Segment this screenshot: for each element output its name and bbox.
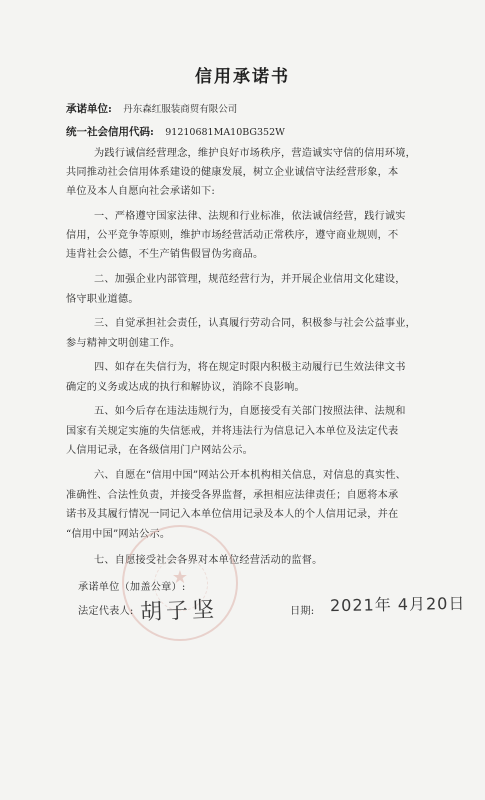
committing-unit-field [66, 101, 237, 116]
paragraph-line: 国家有关规定实施的失信惩戒，并将违法行为信息记入本单位及法定代表 [66, 426, 399, 437]
credit-code-field [66, 124, 285, 139]
date-label: 日期: [290, 606, 315, 617]
paragraph-line: 四、如存在失信行为，将在规定时限内积极主动履行已生效法律文书 [94, 362, 406, 373]
paragraph-line: 单位及本人自愿向社会承诺如下: [66, 186, 216, 197]
committing-unit-label: 承诺单位: [66, 103, 112, 115]
footer-unit-label: 承诺单位（加盖公章）: [78, 582, 186, 593]
paragraph-line: 七、自愿接受社会各界对本单位经营活动的监督。 [94, 555, 323, 566]
credit-code-label: 统一社会信用代码: [66, 126, 154, 138]
paragraph-line: 为践行诚信经营理念，维护良好市场秩序，营造诚实守信的信用环境， [94, 148, 417, 159]
paragraph-line: 人信用记录，在各级信用门户网站公示。 [66, 445, 253, 456]
paragraph-line: 确定的义务或达成的执行和解协议，消除不良影响。 [66, 382, 305, 393]
committing-unit-value: 丹东森红服装商贸有限公司 [123, 104, 238, 115]
paragraph-line: 准确性、合法性负责，并接受各界监督，承担相应法律责任；自愿将本承 [66, 490, 399, 501]
paragraph-line: 恪守职业道德。 [66, 294, 139, 305]
paragraph-line: 三、自觉承担社会责任，认真履行劳动合同，积极参与社会公益事业， [94, 318, 417, 329]
paragraph-line: 五、如今后存在违法违规行为，自愿接受有关部门按照法律、法规和 [94, 406, 406, 417]
paragraph-line: 六、自愿在“信用中国”网站公开本机构相关信息，对信息的真实性、 [94, 470, 407, 481]
paragraph-line: 一、严格遵守国家法律、法规和行业标准，依法诚信经营，践行诚实 [94, 211, 406, 222]
paragraph-line: 诺书及其履行情况一同记入本单位信用记录及本人的个人信用记录，并在 [66, 509, 399, 520]
handwritten-signature: 胡子坚 [139, 597, 219, 626]
paragraph-line: 信用，公平竞争等原则，维护市场经营活动正常秩序，遵守商业规则，不 [66, 230, 399, 241]
credit-code-value: 91210681MA10BG352W [165, 127, 285, 138]
paragraph-line: 二、加强企业内部管理，规范经营行为，并开展企业信用文化建设， [94, 274, 406, 285]
paragraph-line: 违背社会公德，不生产销售假冒伪劣商品。 [66, 249, 264, 260]
legal-rep-label: 法定代表人: [78, 606, 134, 617]
seal-star-icon: ★ [171, 567, 189, 588]
paragraph-line: 参与精神文明创建工作。 [66, 338, 181, 349]
document-title: 信用承诺书 [195, 67, 290, 87]
handwritten-date: 2021年 4月20日 [329, 593, 466, 616]
paragraph-line: 共同推动社会信用体系建设的健康发展，树立企业诚信守法经营形象，本 [66, 167, 399, 178]
paragraph-line: “信用中国”网站公示。 [66, 529, 171, 540]
